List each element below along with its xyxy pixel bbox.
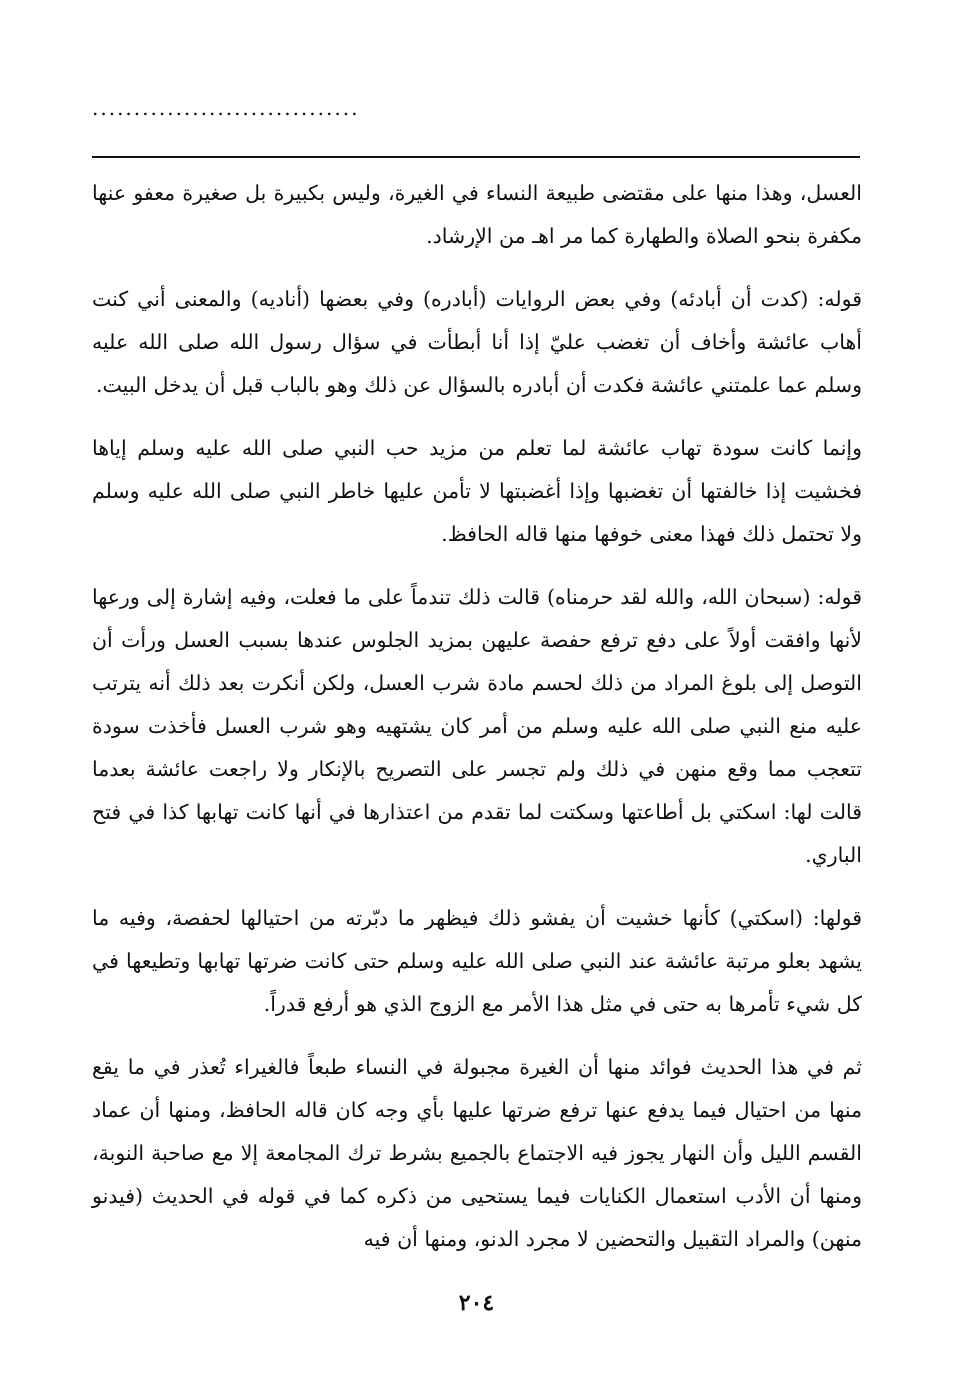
paragraph-1: العسل، وهذا منها على مقتضى طبيعة النساء في الغيرة، وليس بكبيرة بل صغيرة معفو عنها مكفرة بنحو الصلاة والطهارة كما مر اهـ من الإرشاد. — [92, 181, 862, 248]
header-dotted-line: ................................ — [92, 96, 360, 120]
paragraph-5: قولها: (اسكتي) كأنها خشيت أن يفشو ذلك فيظهر ما دبّرته من احتيالها لحفصة، وفيه ما يشهد بعلو مرتبة عائشة عند النبي صلى الله عليه وسلم حتى كانت ضرتها تهابها وتطيعها في كل شيء تأمرها به حتى في مثل هذا الأمر مع الزوج الذي هو أرفع قدراً. — [92, 906, 862, 1016]
paragraph-4: قوله: (سبحان الله، والله لقد حرمناه) قالت ذلك تندماً على ما فعلت، وفيه إشارة إلى ورعها لأنها وافقت أولاً على دفع ترفع حفصة عليهن بمزيد الجلوس عندها بسبب العسل ورأت أن التوصل إلى بلوغ المراد من ذلك لحسم مادة شرب العسل، ولكن أنكرت بعد ذلك أنه يترتب عليه منع النبي صلى الله عليه وسلم من أمر كان يشتهيه وهو شرب العسل فأخذت سودة تتعجب مما وقع منهن في ذلك ولم تجسر على التصريح بالإنكار ولا راجعت عائشة بعدما قالت لها: اسكتي بل أطاعتها وسكتت لما تقدم من اعتذارها في أنها كانت تهابها كذا في فتح الباري. — [92, 585, 862, 867]
paragraph-6: ثم في هذا الحديث فوائد منها أن الغيرة مجبولة في النساء طبعاً فالغيراء تُعذر في ما يقع منها من احتيال فيما يدفع عنها ترفع ضرتها عليها بأي وجه كان قاله الحافظ، ومنها أن عماد القسم الليل وأن النهار يجوز فيه الاجتماع بالجميع بشرط ترك المجامعة إلا مع صاحبة النوبة، ومنها أن الأدب استعمال الكنايات فيما يستحيى من ذكره كما في قوله في الحديث (فيدنو منهن) والمراد التقبيل والتحضين لا مجرد الدنو، ومنها أن فيه — [92, 1055, 862, 1251]
page-number: ٢٠٤ — [458, 1290, 495, 1316]
paragraph-2: قوله: (كدت أن أبادئه) وفي بعض الروايات (أبادره) وفي بعضها (أناديه) والمعنى أني كنت أهاب عائشة وأخاف أن تغضب عليّ إذا أنا أبطأت في سؤال رسول الله صلى الله عليه وسلم عما علمتني عائشة فكدت أن أبادره بالسؤال عن ذلك وهو بالباب قبل أن يدخل البيت. — [92, 287, 862, 397]
page-body — [92, 172, 862, 1281]
paragraph-3: وإنما كانت سودة تهاب عائشة لما تعلم من مزيد حب النبي صلى الله عليه وسلم إياها فخشيت إذا خالفتها أن تغضبها وإذا أغضبتها لا تأمن عليها خاطر النبي صلى الله عليه وسلم ولا تحتمل ذلك فهذا معنى خوفها منها قاله الحافظ. — [92, 436, 862, 546]
header-rule — [92, 156, 860, 158]
